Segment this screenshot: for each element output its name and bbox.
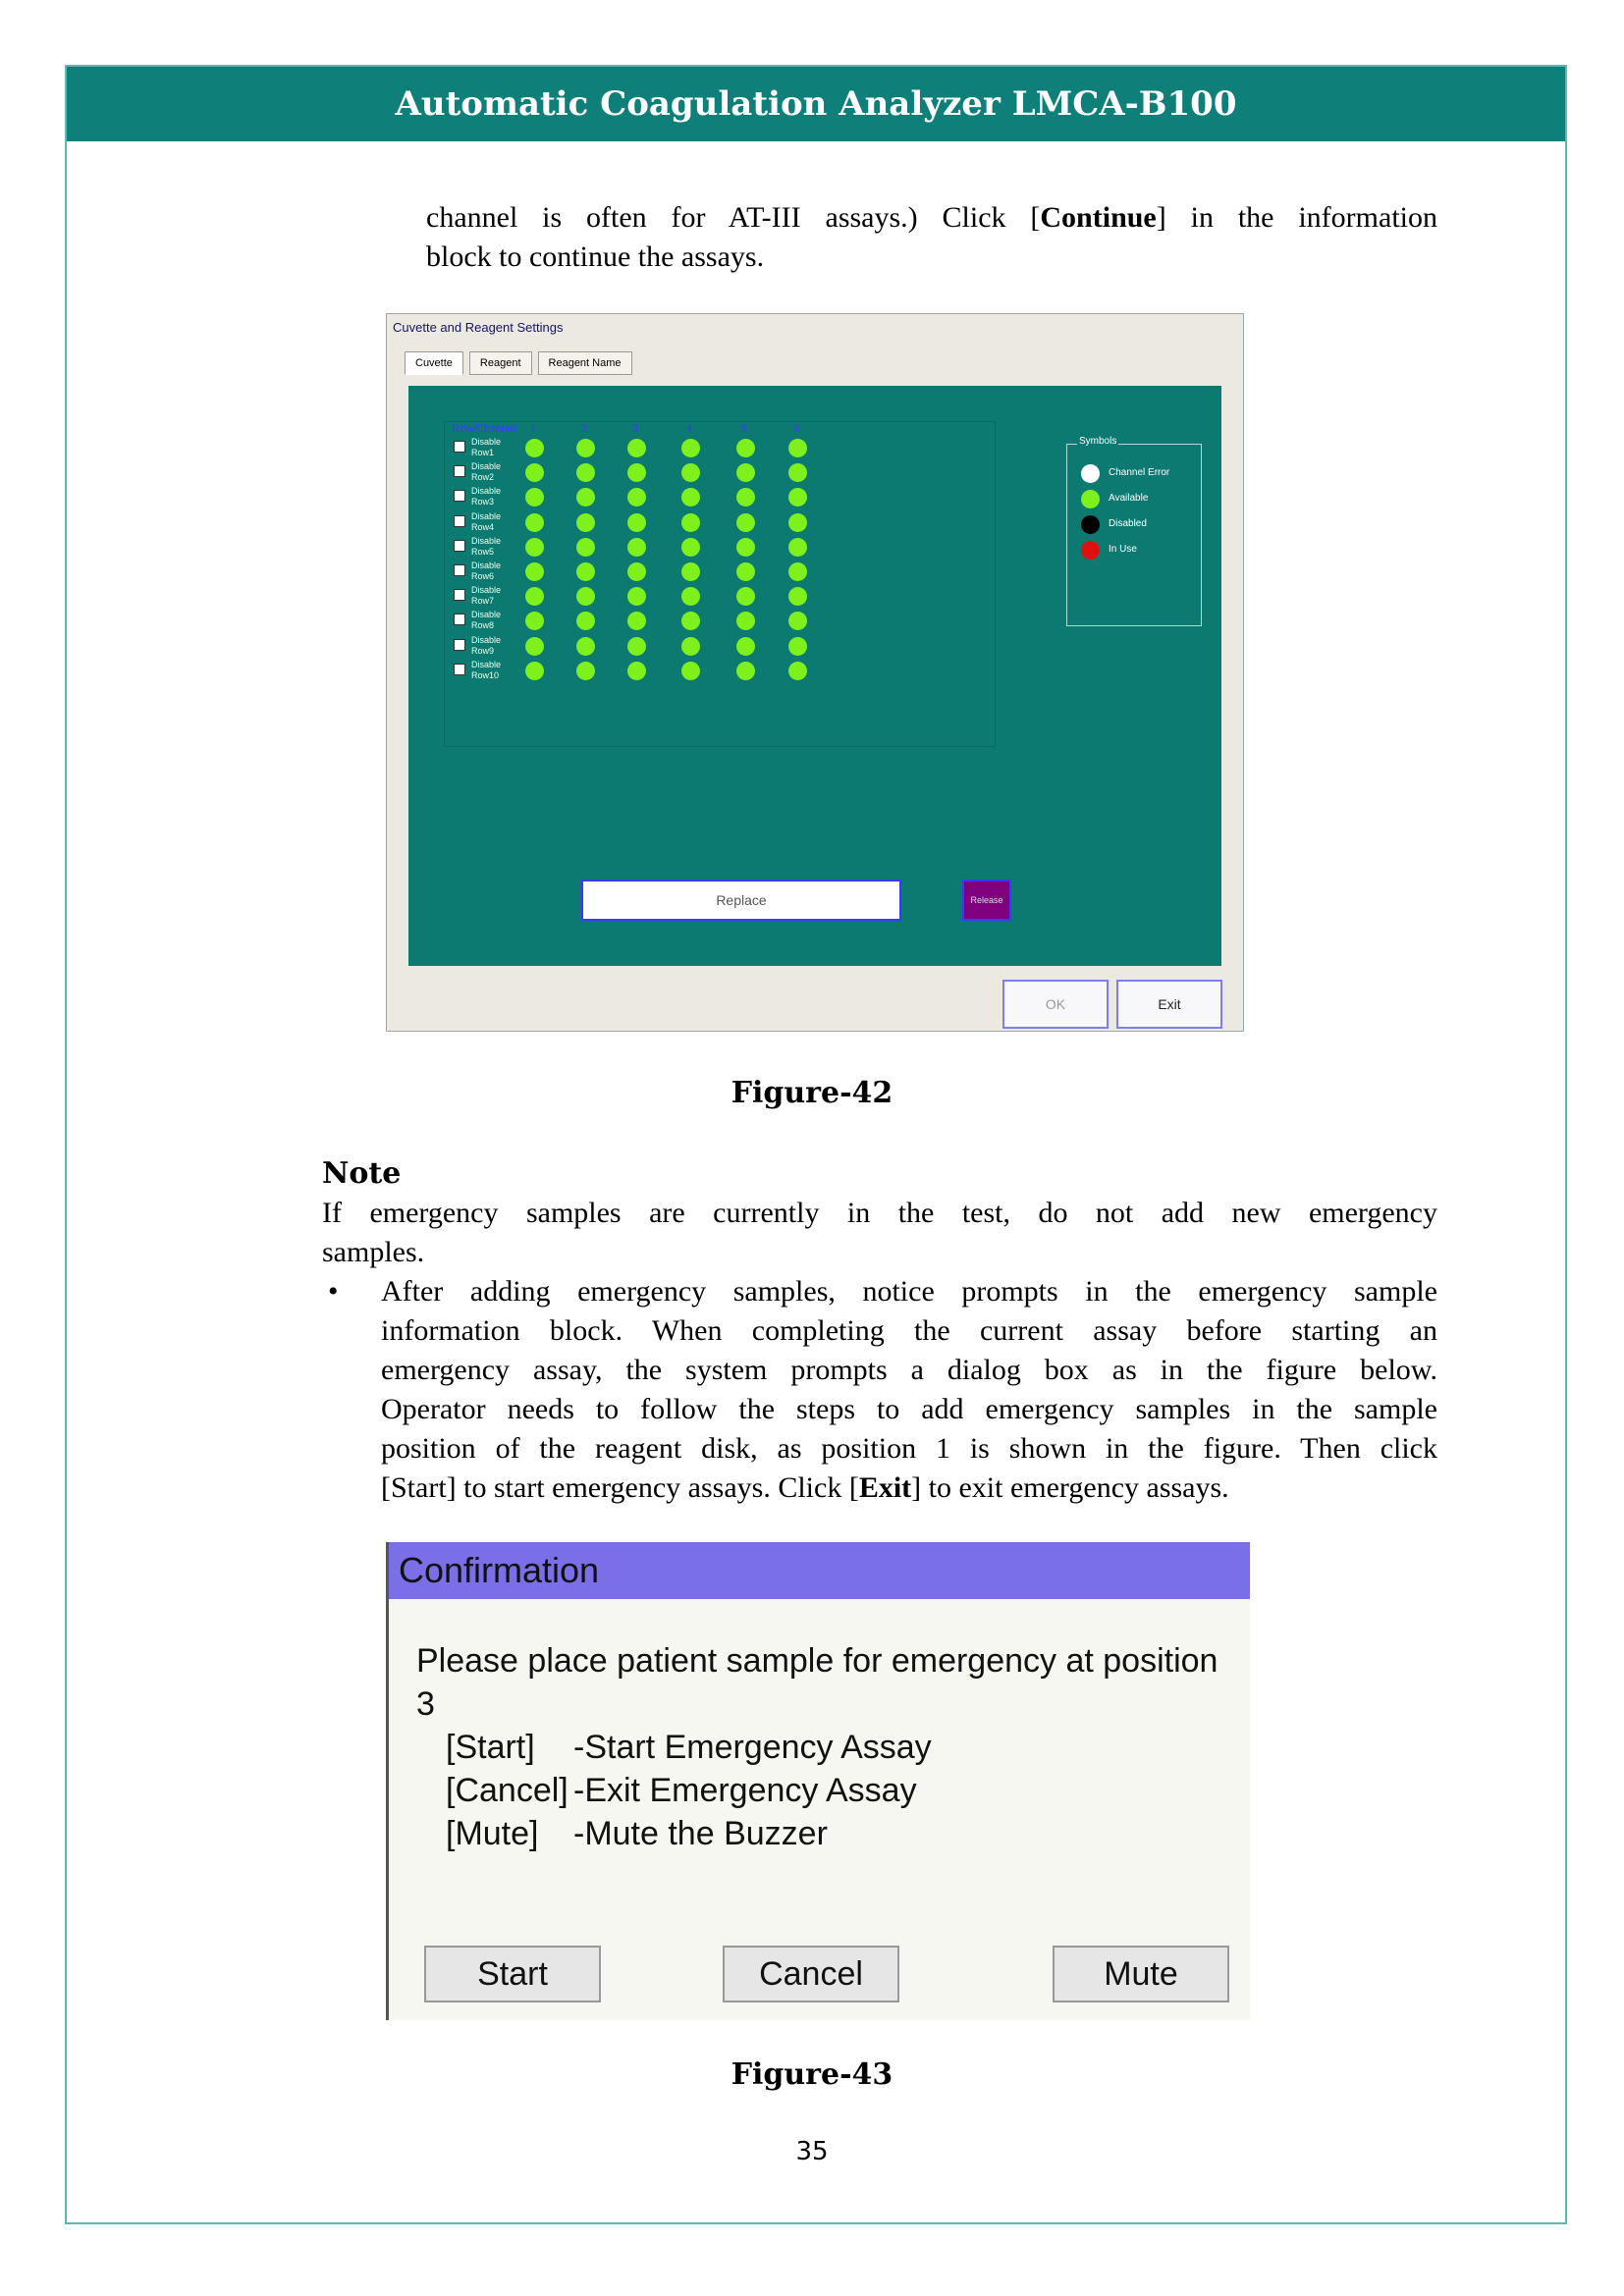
disable-row-label — [471, 635, 501, 657]
disable-row-checkbox[interactable] — [454, 614, 465, 625]
bullet-last-b: ] to exit emergency assays. — [911, 1471, 1229, 1504]
page-header — [67, 67, 1565, 141]
row-label-line-1: Disable — [471, 659, 502, 669]
cuvette-position-dot[interactable] — [627, 562, 646, 581]
cuvette-position-dot[interactable] — [627, 538, 646, 557]
row-label-line-2: Row3 — [471, 497, 495, 507]
figure-43-caption: Figure-43 — [731, 2057, 893, 2092]
bullet-line-2: information block. When completing the current assay before starting an — [381, 1314, 1437, 1347]
cuvette-position-dot[interactable] — [788, 637, 807, 656]
symbol-dot-icon — [1081, 490, 1100, 508]
note-block — [322, 1154, 1437, 1508]
symbols-legend — [1066, 436, 1202, 626]
intro-continue-bold: Continue — [1040, 201, 1157, 234]
release-button[interactable]: Release — [962, 880, 1011, 921]
symbol-label: Available — [1109, 493, 1149, 504]
disable-row-label — [471, 660, 501, 681]
disable-row-checkbox[interactable] — [454, 664, 465, 675]
cuvette-position-dot[interactable] — [576, 637, 595, 656]
cuvette-position-dot[interactable] — [627, 439, 646, 457]
disable-row-checkbox[interactable] — [454, 490, 465, 502]
cuvette-position-dot[interactable] — [525, 513, 544, 532]
bullet-line-4: Operator needs to follow the steps to add emergency samples in the sample — [381, 1393, 1437, 1425]
option-mute-desc: -Mute the Buzzer — [573, 1815, 828, 1852]
cuvette-position-dot[interactable] — [525, 662, 544, 680]
disable-row-checkbox[interactable] — [454, 540, 465, 552]
disable-row-label — [471, 486, 501, 507]
cuvette-position-dot[interactable] — [627, 637, 646, 656]
disable-row-label — [471, 511, 501, 533]
column-header-2: 2 — [581, 423, 588, 435]
symbols-title: Symbols — [1079, 436, 1117, 447]
symbol-item — [1081, 539, 1199, 562]
row-label-line-1: Disable — [471, 610, 502, 620]
cuvette-reagent-settings-window — [386, 313, 1244, 1032]
cuvette-position-dot[interactable] — [576, 662, 595, 680]
intro-line-1 — [426, 198, 1437, 238]
row-label-line-2: Row2 — [471, 472, 495, 483]
ok-button[interactable]: OK — [1002, 980, 1109, 1029]
cuvette-position-dot[interactable] — [736, 662, 755, 680]
replace-button[interactable]: Replace — [581, 880, 901, 921]
cuvette-position-dot[interactable] — [681, 513, 700, 532]
cuvette-position-dot[interactable] — [788, 562, 807, 581]
cuvette-position-dot[interactable] — [681, 662, 700, 680]
exit-button[interactable]: Exit — [1116, 980, 1222, 1029]
cuvette-position-dot[interactable] — [525, 637, 544, 656]
symbol-label: Disabled — [1109, 518, 1147, 529]
cuvette-position-dot[interactable] — [788, 662, 807, 680]
note-bullet — [322, 1272, 1437, 1508]
note-line-1: If emergency samples are currently in the test, do not add new emergency — [322, 1197, 1437, 1229]
bullet-icon: • — [328, 1275, 339, 1308]
cancel-button[interactable]: Cancel — [723, 1946, 899, 2002]
page-number: 35 — [795, 2137, 829, 2166]
row-label-line-1: Disable — [471, 634, 502, 645]
confirmation-dialog — [386, 1542, 1250, 2020]
option-start-desc: -Start Emergency Assay — [573, 1729, 932, 1766]
intro-text-a: channel is often for AT-III assays.) Click [ — [426, 201, 1041, 234]
symbol-dot-icon — [1081, 541, 1100, 560]
row-label-line-2: Row9 — [471, 645, 495, 656]
mute-button[interactable]: Mute — [1053, 1946, 1229, 2002]
intro-paragraph — [426, 198, 1437, 277]
row-label-line-1: Disable — [471, 535, 502, 546]
row-label-line-2: Row5 — [471, 546, 495, 557]
cuvette-position-dot[interactable] — [788, 538, 807, 557]
bullet-line-3: emergency assay, the system prompts a dialog box as in the figure below. — [381, 1354, 1437, 1386]
cuvette-position-dot[interactable] — [736, 538, 755, 557]
symbol-dot-icon — [1081, 464, 1100, 483]
dialog-position: 3 — [416, 1685, 435, 1723]
cuvette-position-dot[interactable] — [681, 637, 700, 656]
symbol-label: In Use — [1109, 544, 1137, 555]
cuvette-position-dot[interactable] — [681, 538, 700, 557]
dialog-message: Please place patient sample for emergency at position — [416, 1642, 1218, 1680]
symbol-item — [1081, 462, 1199, 486]
disable-row-checkbox[interactable] — [454, 515, 465, 527]
column-header-4: 4 — [686, 423, 693, 435]
row-label-line-1: Disable — [471, 437, 502, 447]
row-channel-label: Row/Channel — [452, 423, 517, 435]
disable-row-checkbox[interactable] — [454, 564, 465, 576]
disable-row-checkbox[interactable] — [454, 465, 465, 477]
note-line-2: samples. — [322, 1236, 425, 1268]
row-label-line-1: Disable — [471, 585, 502, 596]
symbol-label: Channel Error — [1109, 467, 1170, 478]
row-label-line-2: Row6 — [471, 571, 495, 581]
bullet-exit-bold: Exit — [858, 1471, 912, 1504]
symbol-item — [1081, 513, 1199, 537]
column-header-5: 5 — [741, 423, 748, 435]
disable-row-label — [471, 536, 501, 558]
row-label-line-1: Disable — [471, 461, 502, 472]
cuvette-position-dot[interactable] — [788, 513, 807, 532]
bullet-line-5: position of the reagent disk, as position 1 is shown in the figure. Then click — [381, 1432, 1437, 1465]
disable-row-label — [471, 585, 501, 607]
symbol-item — [1081, 488, 1199, 511]
cuvette-position-dot[interactable] — [788, 439, 807, 457]
cuvette-position-dot[interactable] — [681, 439, 700, 457]
bullet-line-6 — [381, 1468, 1437, 1508]
cuvette-position-dot[interactable] — [525, 439, 544, 457]
row-label-line-2: Row1 — [471, 448, 495, 457]
tab-reagent[interactable]: Reagent — [469, 351, 532, 375]
figure-42-caption: Figure-42 — [731, 1076, 893, 1110]
row-label-line-2: Row10 — [471, 669, 500, 680]
cuvette-position-dot[interactable] — [525, 562, 544, 581]
intro-text-b: ] in the information — [1156, 201, 1437, 234]
tab-cuvette[interactable]: Cuvette — [405, 351, 463, 375]
bullet-line-1: After adding emergency samples, notice prompts in the emergency sample — [381, 1275, 1437, 1308]
row-label-line-1: Disable — [471, 561, 502, 570]
cuvette-position-dot[interactable] — [736, 637, 755, 656]
disable-row-label — [471, 437, 501, 458]
row-label-line-2: Row4 — [471, 521, 495, 532]
row-label-line-2: Row7 — [471, 596, 495, 607]
settings-tabs — [405, 351, 632, 375]
column-header-3: 3 — [632, 423, 639, 435]
option-start-key: [Start] — [446, 1729, 535, 1766]
row-label-line-1: Disable — [471, 510, 502, 521]
row-label-line-1: Disable — [471, 486, 502, 497]
disable-row-label — [471, 461, 501, 483]
cuvette-position-dot[interactable] — [681, 562, 700, 581]
cuvette-position-dot[interactable] — [576, 513, 595, 532]
note-heading: Note — [322, 1156, 402, 1191]
option-cancel-desc: -Exit Emergency Assay — [573, 1772, 917, 1809]
disable-row-label — [471, 610, 501, 631]
cuvette-position-dot[interactable] — [627, 662, 646, 680]
intro-line-2: block to continue the assays. — [426, 240, 765, 273]
start-button[interactable]: Start — [424, 1946, 601, 2002]
cuvette-position-dot[interactable] — [736, 562, 755, 581]
cuvette-position-dot[interactable] — [736, 439, 755, 457]
cuvette-position-dot[interactable] — [576, 562, 595, 581]
disable-row-checkbox[interactable] — [454, 589, 465, 601]
cuvette-panel — [408, 386, 1221, 966]
symbol-dot-icon — [1081, 515, 1100, 534]
dialog-title: Confirmation — [389, 1542, 1250, 1599]
option-mute-key: [Mute] — [446, 1815, 539, 1852]
column-header-1: 1 — [530, 423, 537, 435]
header-title: Automatic Coagulation Analyzer LMCA-B100 — [395, 84, 1237, 124]
cuvette-position-dot[interactable] — [627, 513, 646, 532]
option-cancel-key: [Cancel] — [446, 1772, 568, 1809]
row-label-line-2: Row8 — [471, 620, 495, 631]
tab-reagent-name[interactable]: Reagent Name — [538, 351, 632, 375]
cuvette-position-dot[interactable] — [525, 538, 544, 557]
window-title: Cuvette and Reagent Settings — [393, 320, 564, 335]
disable-row-checkbox[interactable] — [454, 441, 465, 453]
disable-row-label — [471, 561, 501, 582]
cuvette-position-dot[interactable] — [576, 538, 595, 557]
column-header-6: 6 — [793, 423, 800, 435]
cuvette-position-dot[interactable] — [736, 513, 755, 532]
disable-row-checkbox[interactable] — [454, 639, 465, 651]
bullet-last-a: [Start] to start emergency assays. Click [ — [381, 1471, 859, 1504]
cuvette-position-dot[interactable] — [576, 439, 595, 457]
